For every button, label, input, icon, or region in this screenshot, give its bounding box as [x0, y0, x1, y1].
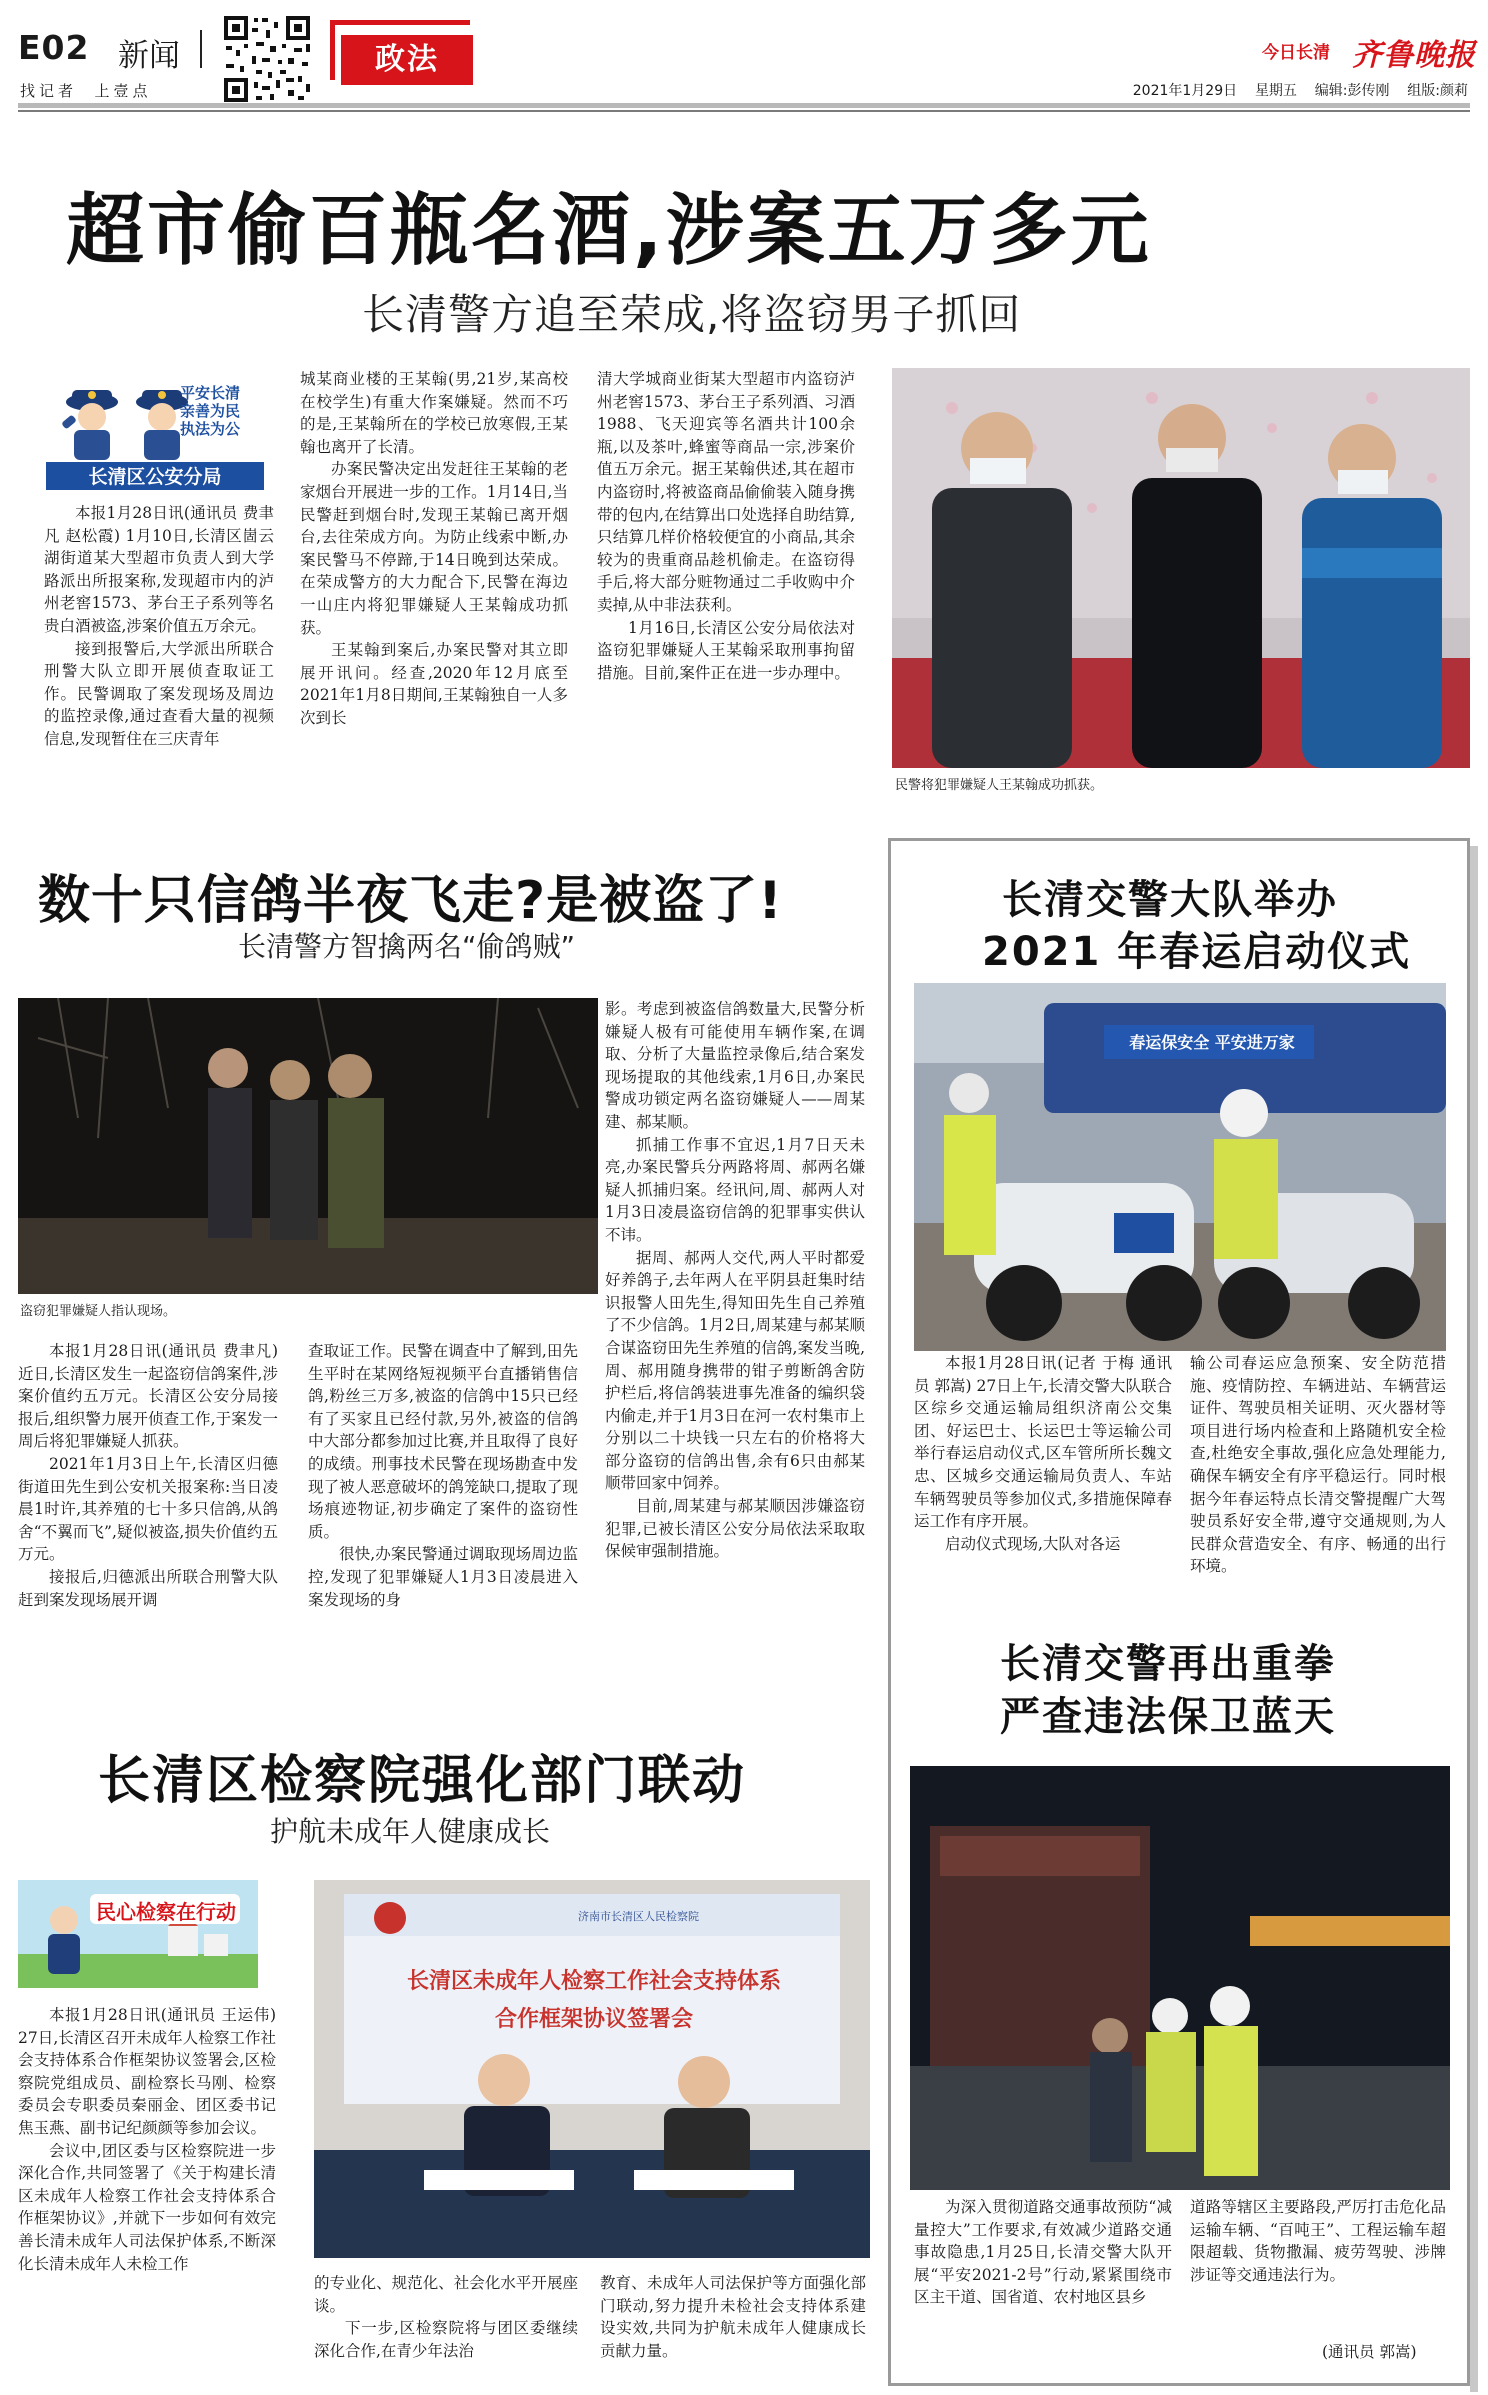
article2-paragraph: 查取证工作。民警在调查中了解到,田先生平时在某网络短视频平台直播销售信鸽,粉丝三万多,被盗的信鸽中15只已经有了买家且已经付款,另外,被盗的信鸽中大部分都参加过比赛,并且取得了良好的成绩。刑事技术民警在现场勘查中发现了被人恶意破坏的鸽笼缺口,提取了现场痕迹物证,初步确定了案件的盗窃性质。 — [308, 1342, 578, 1541]
article5-column-3 — [600, 2272, 866, 2362]
brand-logo: 齐鲁晚报 — [1352, 38, 1476, 73]
article3-paragraph: 输公司春运应急预案、安全防范措施、疫情防控、车辆进站、车辆营运证件、驾驶员相关证明、灭火器材等项目进行场内检查和上路随机安全检查,杜绝安全事故,强化应急处理能力,确保车辆安全有序平稳运行。同时根据今年春运特点长清交警提醒广大驾驶员系好安全带,遵守交通规则,为人民群众营造安全、有序、畅通的出行环境。 — [1190, 1354, 1446, 1576]
signing-banner-line2: 合作框架协议签署会 — [494, 2007, 693, 2032]
section-divider — [200, 30, 202, 68]
article1-subtitle: 长清警方追至荣成,将盗窃男子抓回 — [362, 290, 1022, 339]
article2-column-2 — [308, 1340, 578, 1611]
article1-paragraph: 办案民警决定出发赶往王某翰的老家烟台开展进一步的工作。1月14日,当民警赶到烟台时,发现王某翰已离开烟台,去往荣成方向。为防止线索中断,办案民警马不停蹄,于14日晚到达荣成。在荣成警方的大力配合下,民警在海边一山庄内将犯罪嫌疑人王某翰成功抓获。 — [300, 460, 568, 637]
article5-paragraph: 下一步,区检察院将与团区委继续深化合作,在青少年法治 — [314, 2319, 578, 2360]
article1-paragraph: 城某商业楼的王某翰(男,21岁,某高校在校学生)有重大作案嫌疑。然而不巧的是,王某翰所在的学校已放寒假,王某翰也离开了长清。 — [300, 370, 568, 456]
article1-title: 超市偷百瓶名酒,涉案五万多元 — [66, 186, 1152, 276]
article1-paragraph: 王某翰到案后,办案民警对其立即展开讯问。经查,2020年12月底至2021年1月8日期间,王某翰独自一人多次到长 — [300, 641, 568, 727]
article1-column-2 — [300, 368, 568, 730]
article3-paragraph: 本报1月28日讯(记者 于梅 通讯员 郭嵩) 27日上午,长清交警大队联合区综乡交通运输局组织济南公交集团、好运巴士、长运巴士等运输公司举行春运启动仪式,区车管所所长魏文忠、区城乡交通运输局负责人、车站车辆驾驶员等参加仪式,多措施保障春运工作有序开展。 — [914, 1354, 1172, 1531]
article1-column-3 — [597, 368, 855, 684]
article3-column-1 — [914, 1352, 1172, 1555]
article2-title: 数十只信鸽半夜飞走?是被盗了! — [38, 871, 783, 931]
article4-title-2: 严查违法保卫蓝天 — [1000, 1694, 1336, 1740]
traffic-box-shadow — [1470, 846, 1478, 2392]
article3-column-2 — [1190, 1352, 1446, 1578]
article3-title-2: 2021 年春运启动仪式 — [982, 929, 1412, 975]
article1-paragraph: 1月16日,长清区公安分局依法对盗窃犯罪嫌疑人王某翰采取刑事拘留措施。目前,案件正在进一步办理中。 — [597, 618, 855, 682]
article3-title: 长清交警大队举办 — [1002, 877, 1338, 923]
article5-paragraph: 的专业化、规范化、社会化水平开展座谈。 — [314, 2274, 578, 2315]
article2-paragraph: 据周、郝两人交代,两人平时都爱好养鸽子,去年两人在平阴县赶集时结识报警人田先生,得知田先生自己养殖了不少信鸽。1月2日,周某建与郝某顺合谋盗窃田先生养殖的信鸽,案发当晚,周、郝用随身携带的钳子剪断鸽舍防护栏后,将信鸽装进事先准备的编织袋内偷走,并于1月3日在河一农村集市上分别以二十块钱一只左右的价格将大部分盗窃的信鸽出售,余有6只由郝某顺带回家中饲养。 — [605, 1248, 865, 1493]
article2-paragraph: 影。考虑到被盗信鸽数量大,民警分析嫌疑人极有可能使用车辆作案,在调取、分析了大量监控录像后,结合案发现场提取的其他线索,1月6日,办案民警成功锁定两名盗窃嫌疑人——周某建、郝某顺。 — [605, 1000, 865, 1131]
issue-info — [1133, 80, 1468, 100]
article1-paragraph: 接到报警后,大学派出所联合刑警大队立即开展侦查取证工作。民警调取了案发现场及周边的监控录像,通过查看大量的视频信息,发现暂住在三庆青年 — [44, 639, 274, 748]
editor: 编辑:彭传刚 — [1314, 83, 1390, 99]
pigeon-case-photo — [18, 998, 598, 1294]
article4-paragraph: 为深入贯彻道路交通事故预防“减量控大”工作要求,有效减少道路交通事故隐患,1月25日,长清交警大队开展“平安2021-2号”行动,紧紧围绕市区主干道、国省道、农村地区县乡 — [914, 2198, 1172, 2307]
article2-paragraph: 接报后,归德派出所联合刑警大队赶到案发现场展开调 — [18, 1567, 278, 1609]
ceremony-banner: 春运保安全 平安进万家 — [1129, 1033, 1295, 1052]
article5-column-1 — [18, 2004, 276, 2275]
article2-paragraph: 2021年1月3日上午,长清区归德街道田先生到公安机关报案称:当日凌晨1时许,其养殖的七十多只信鸽,从鸽舍“不翼而飞”,疑似被盗,损失价值约五万元。 — [18, 1454, 278, 1564]
page-number: E02 — [18, 28, 90, 67]
layout-editor: 组版:颜莉 — [1407, 83, 1468, 99]
arrest-photo — [892, 368, 1470, 768]
article4-column-2 — [1190, 2196, 1446, 2286]
article5-column-2 — [314, 2272, 578, 2362]
article1-paragraph: 清大学城商业街某大型超市内盗窃泸州老窖1573、茅台王子系列酒、习酒1988、飞天迎宾等名酒共计100余瓶,以及茶叶,蜂蜜等商品一宗,涉案价值五万余元。据王某翰供述,其在超市内盗窃时,将被盗商品偷偷装入随身携带的包内,在结算出口处选择自助结算,只结算几样价格较便宜的小商品,其余较为的贵重商品趁机偷走。在盗窃得手后,将大部分赃物通过二手收购中介卖掉,从中非法获利。 — [597, 370, 855, 614]
arrest-photo-caption: 民警将犯罪嫌疑人王某翰成功抓获。 — [895, 778, 1104, 793]
article5-paragraph: 本报1月28日讯(通讯员 王运伟) 27日,长清区召开未成年人检察工作社会支持体系合作框架协议签署会,区检察院党组成员、副检察长马刚、检察委员会专职委员秦丽金、团区委书记焦玉燕、副书记纪颜颜等参加会议。 — [18, 2006, 276, 2137]
article2-paragraph: 本报1月28日讯(通讯员 费聿凡) 近日,长清区发生一起盗窃信鸽案件,涉案价值约五万元。长清区公安分局接报后,组织警力展开侦查工作,于案发一周后将犯罪嫌疑人抓获。 — [18, 1342, 278, 1451]
procuratorate-badge-label: 民心检察在行动 — [96, 1900, 236, 1924]
masthead-rule — [18, 103, 1470, 108]
section-name: 新闻 — [118, 38, 180, 74]
channel-tab: 政法 — [341, 35, 473, 85]
article2-column-right — [605, 998, 865, 1563]
article5-subtitle: 护航未成年人健康成长 — [270, 1815, 551, 1848]
article3-paragraph: 启动仪式现场,大队对各运 — [945, 1534, 1121, 1553]
article2-paragraph: 很快,办案民警通过调取现场周边监控,发现了犯罪嫌疑人1月3日凌晨进入案发现场的身 — [308, 1545, 578, 1609]
tagline: 找记者 上壹点 — [20, 82, 152, 100]
badge-org: 长清区公安分局 — [88, 466, 222, 488]
brand-small: 今日长清 — [1262, 43, 1330, 63]
article4-paragraph: 道路等辖区主要路段,严厉打击危化品运输车辆、“百吨王”、工程运输车超限超载、货物撒漏、疲劳驾驶、涉牌涉证等交通违法行为。 — [1190, 2198, 1446, 2284]
driver — [1090, 2018, 1132, 2162]
night-inspection-photo — [910, 1766, 1450, 2190]
article5-title: 长清区检察院强化部门联动 — [98, 1751, 747, 1811]
article1-paragraph: 本报1月28日讯(通讯员 费聿凡 赵松霞) 1月10日,长清区崮云湖街道某大型超市负责人到大学路派出所报案称,发现超市内的泸州老窖1573、茅台王子系列等名贵白酒被盗,涉案价值五万余元。 — [44, 504, 274, 635]
qr-code — [222, 14, 312, 104]
signing-banner-top: 济南市长清区人民检察院 — [578, 1910, 699, 1923]
issue-date: 2021年1月29日 — [1132, 83, 1238, 99]
article1-column-1 — [44, 502, 274, 751]
article2-paragraph: 抓捕工作事不宜迟,1月7日天未亮,办案民警兵分两路将周、郝两名嫌疑人抓捕归案。经讯问,周、郝两人对1月3日凌晨盗窃信鸽的犯罪事实供认不讳。 — [605, 1135, 865, 1244]
issue-weekday: 星期五 — [1254, 83, 1297, 99]
article2-column-1 — [18, 1340, 278, 1611]
article4-column-1 — [914, 2196, 1172, 2309]
pigeon-photo-caption: 盗窃犯罪嫌疑人指认现场。 — [20, 1304, 177, 1319]
article4-title: 长清交警再出重拳 — [1000, 1641, 1336, 1687]
signing-banner-line1: 长清区未成年人检察工作社会支持体系 — [406, 1969, 781, 1994]
article4-byline: (通讯员 郭嵩) — [1322, 2343, 1417, 2361]
article5-paragraph: 教育、未成年人司法保护等方面强化部门联动,努力提升未检社会支持体系建设实效,共同为护航未成年人健康成长贡献力量。 — [600, 2274, 866, 2360]
article5-paragraph: 会议中,团区委与区检察院进一步深化合作,共同签署了《关于构建长清区未成年人检察工作社会支持体系合作框架协议》,并就下一步如何有效完善长清未成年人司法保护体系,不断深化长清未成年人未检工作 — [18, 2141, 276, 2273]
signing-ceremony-photo — [314, 1880, 870, 2258]
article2-paragraph: 目前,周某建与郝某顺因涉嫌盗窃犯罪,已被长清区公安分局依法采取取保候审强制措施。 — [605, 1497, 865, 1561]
badge-slogan: 平安长清 亲善为民 执法为公 — [180, 384, 241, 438]
procurator-figure-icon — [48, 1906, 80, 1974]
person-1 — [208, 1048, 252, 1238]
masthead-rule-thin — [18, 110, 1470, 112]
article2-subtitle: 长清警方智擒两名“偷鸽贼” — [238, 930, 576, 963]
